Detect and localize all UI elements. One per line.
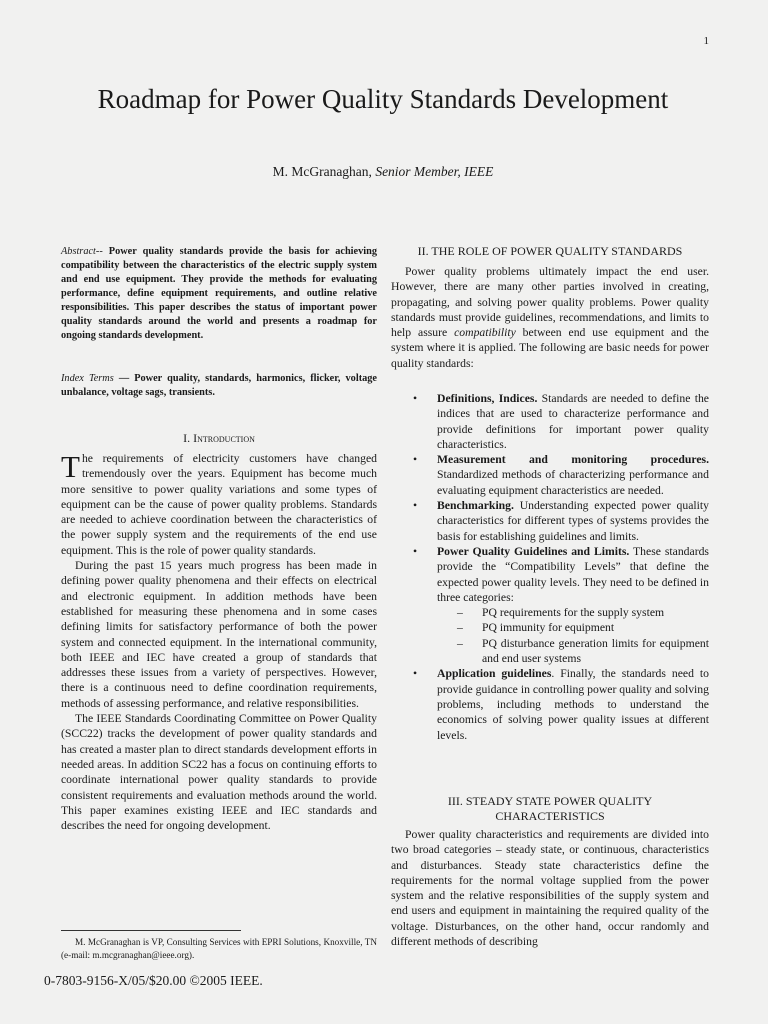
section-iii-heading-line-1: III. STEADY STATE POWER QUALITY <box>447 794 653 808</box>
section-heading-introduction <box>61 431 377 446</box>
footnote-divider <box>61 930 241 931</box>
bullet-glyph: • <box>413 453 418 467</box>
abstract-lead: Abstract-- <box>61 246 103 257</box>
dash-glyph: – <box>457 636 463 650</box>
list-item-head: Definitions, Indices. <box>437 392 538 405</box>
section-heading-role-of-standards: II. THE ROLE OF POWER QUALITY STANDARDS <box>417 244 683 258</box>
list-item-text: Standardized methods of characterizing performance and evaluating equipment characteristics are needed. <box>437 468 709 497</box>
section-ii-intro <box>391 264 709 371</box>
list-item <box>391 391 709 452</box>
list-item <box>391 498 709 544</box>
copyright-line: 0-7803-9156-X/05/$20.00 ©2005 IEEE. <box>44 973 263 988</box>
author-footnote: M. McGranaghan is VP, Consulting Services with EPRI Solutions, Knoxville, TN (e-mail: m.mcgranaghan@ieee.org). <box>61 937 377 960</box>
section-heading-steady-state <box>391 794 709 824</box>
bullet-glyph: • <box>413 667 418 681</box>
list-item-text: . Finally, the standards need to provide guidance in controlling power quality and solving problems, including methods to understand the economics of solving power quality issues at different levels. <box>437 667 709 742</box>
list-item <box>391 666 709 742</box>
index-terms-text: — Power quality, standards, harmonics, flicker, voltage unbalance, voltage sags, transients. <box>61 373 377 398</box>
needs-list <box>391 391 709 743</box>
sublist-item <box>437 636 709 667</box>
section-i-numeral: I. <box>183 431 194 445</box>
list-item-text: These standards provide the “Compatibility Levels” that define the expected power quality levels. They need to be defined in three categories: <box>437 544 709 604</box>
list-item-head: Measurement and monitoring procedures. <box>437 453 709 467</box>
author-role: Senior Member, IEEE <box>375 164 494 179</box>
page-number: 1 <box>703 35 709 47</box>
section-i-title: Introduction <box>193 431 255 445</box>
list-item-text: Standards are needed to define the indices that are used to characterize performance and provide definitions for important power quality characteristics. <box>437 392 709 451</box>
dash-glyph: – <box>457 621 463 635</box>
section-iii-body: Power quality characteristics and requirements are divided into two broad categories – steady state, or continuous, characteristics and disturbances. Steady state characteristics define the requirements for the normal voltage supplied from the power system and the relative responsibilities of the supply system and end users and equipment in maintaining the required quality of the voltage. Disturbances, on the other hand, occur randomly and different methods of describing <box>391 828 709 949</box>
sublist-item <box>437 605 709 620</box>
sublist-item <box>437 620 709 635</box>
intro-paragraph-2: During the past 15 years much progress has been made in defining power quality phenomena and their effects on electrical and electronic equipment. In addition methods have been established for measuring these phenomena and in some cases defining limits for satisfactory performance of both the power system and connected equipment. In the international community, both IEEE and IEC have created a group of standards that addresses these issues from a variety of perspectives. However, there is a continuous need to define coordination requirements, methods of assessing performance, and relative responsibilities. <box>61 559 377 710</box>
bullet-glyph: • <box>413 499 418 513</box>
bullet-glyph: • <box>413 392 418 405</box>
section-ii-intro-emphasis: compatibility <box>454 326 516 340</box>
section-ii-intro-a: Power quality problems ultimately impact the end user. However, there are many other parties involved in creating, propagating, and solving power quality problems. Power quality standards must provide guidelines, recommendations, and limits to help assure <box>391 265 709 340</box>
author-line <box>80 164 686 180</box>
drop-cap: T <box>61 449 80 484</box>
intro-paragraph-1 <box>61 451 377 558</box>
list-item <box>391 544 709 666</box>
sublist-item-text: PQ immunity for equipment <box>482 621 615 635</box>
sublist-item-text: PQ requirements for the supply system <box>482 606 665 620</box>
bullet-glyph: • <box>413 544 418 558</box>
author-name: M. McGranaghan, <box>272 164 376 179</box>
abstract-text: Power quality standards provide the basis for achieving compatibility between the characteristics of the electric supply system and end use equipment. They provide the methods for evaluating performance, define equipment requirements, and outline relative responsibilities. This paper describes the status of important power quality standards around the world and presents a roadmap for ongoing standards development. <box>61 246 377 341</box>
intro-paragraph-1-text: he requirements of electricity customers have changed tremendously over the years. Equipment has become much more sensitive to power quality variations and some types of equipment can be the cause of power quality problems. Standards are needed to achieve coordination between the characteristics of the power supply system and the requirements of the end use equipment. This is the role of power quality standards. <box>61 452 377 557</box>
section-ii-intro-b: between end use equipment and the system where it is applied. The following are basic needs for power quality standards: <box>391 326 709 370</box>
list-item-head: Benchmarking. <box>437 499 514 513</box>
index-terms-lead: Index Terms <box>61 373 114 384</box>
list-item-head: Application guidelines <box>437 667 552 681</box>
index-terms <box>61 372 377 400</box>
categories-sublist <box>437 605 709 666</box>
paper-title: Roadmap for Power Quality Standards Development <box>97 84 669 114</box>
abstract <box>61 245 377 343</box>
dash-glyph: – <box>457 606 463 620</box>
intro-paragraph-3: The IEEE Standards Coordinating Committee on Power Quality (SCC22) tracks the development of power quality standards and has created a master plan to direct standards development efforts in needed areas. In addition SC22 has a focus on continuing efforts to coordinate international power quality standards to provide consistent requirements and evaluation methods around the world. This paper examines existing IEEE and IEC standards and describes the need for ongoing development. <box>61 712 377 833</box>
introduction-body <box>61 451 377 833</box>
section-iii-heading-line-2: CHARACTERISTICS <box>495 809 605 823</box>
list-item-head: Power Quality Guidelines and Limits. <box>437 544 630 558</box>
list-item <box>391 452 709 498</box>
list-item-text: Understanding expected power quality characteristics for different types of systems provides the basis for establishing guidelines and limits. <box>437 499 709 543</box>
sublist-item-text: PQ disturbance generation limits for equipment and end user systems <box>482 636 709 666</box>
